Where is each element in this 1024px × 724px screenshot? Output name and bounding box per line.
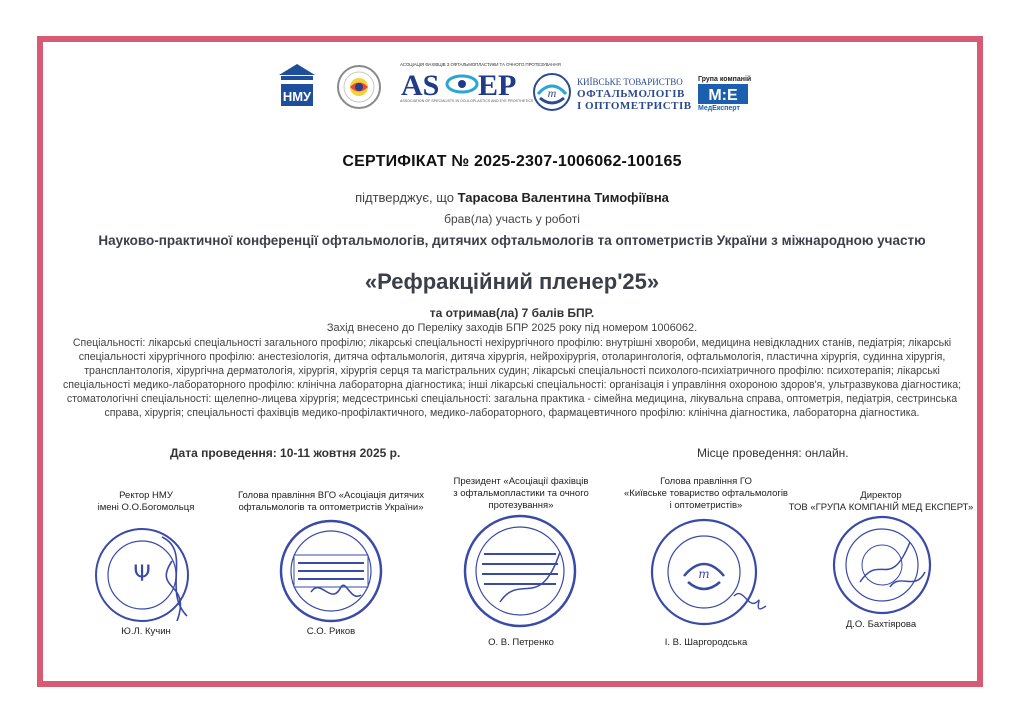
- signer-4-name: І. В. Шаргородська: [664, 637, 748, 648]
- kyiv-society-line2: ОФТАЛЬМОЛОГІВ: [577, 88, 685, 100]
- signer-3-name: О. В. Петренко: [488, 637, 554, 648]
- signer-1-role-line2: імені О.О.Богомольця: [97, 502, 195, 513]
- points-line: та отримав(ла) 7 балів БПР.: [429, 306, 595, 320]
- signer-2-name: С.О. Риков: [306, 626, 356, 637]
- signer-3-role: [441, 476, 601, 512]
- signer-2-stamp: [276, 517, 386, 630]
- event-title: «Рефракційний пленер'25»: [364, 269, 660, 294]
- signer-1-stamp: [92, 521, 204, 634]
- signer-5-role-line2: ТОВ «ГРУПА КОМПАНІЙ МЕД ЕКСПЕРТ»: [788, 502, 974, 513]
- event-date: Дата проведення: 10-11 жовтня 2025 р.: [170, 446, 401, 460]
- confirm-line: [0, 190, 1024, 205]
- certificate-title: СЕРТИФІКАТ № 2025-2307-1006062-100165: [342, 153, 682, 170]
- signer-5-name: Д.О. Бахтіярова: [845, 619, 917, 630]
- kyiv-society-line1: КИЇВСЬКЕ ТОВАРИСТВО: [577, 77, 683, 87]
- signer-1-name: Ю.Л. Кучин: [121, 626, 171, 637]
- specialties-text: Спеціальності: лікарські спеціальності загального профілю; лікарські спеціальності нехірургічного профілю: внутрішні хвороби, медицина невідкладних станів, педіатрія; лікарські спеціальності хірургічного профілю: анестезіологія, дитяча офтальмологія, дитяча хірургія, нейрохірургія, отоларингологія, офтальмологія, пластична хірургія, судинна хірургія, трансплантологія, хірургічна дерматологія, хірургія, хірургія серця та магістральних судин; лікарські спеціальності психолого-психіатричного профілю: психотерапія; лікарські спеціальності медико-лабораторного профілю: клінічна лабораторна діагностика; інші лікарські спеціальності: організація і управління охороною здоров'я, ультразвукова діагностика; стоматологічні спеціальності: щелепно-лицева хірургія; медсестринські спеціальності: загальна практика - сімейна медицина, лікувальна справа, оптометрія, педіатрія, сестринська справа, хірургія; спеціальності фахівців медико-профілактичного, медико-лабораторного, фармацевтичного профілю: клінічна діагностика, лабораторна діагностика.: [62, 337, 962, 419]
- signer-4-role: [611, 476, 801, 512]
- svg-text:AS: AS: [401, 69, 440, 99]
- signer-5-role-line1: Директор: [860, 490, 902, 501]
- logo-row: [0, 62, 1024, 118]
- medexpert-logo: [698, 76, 754, 112]
- recipient-name: Тарасова Валентина Тимофіївна: [457, 190, 669, 205]
- conference-name: Науково-практичної конференції офтальмологів, дитячих офтальмологів та оптометристів України з міжнародною участю: [98, 233, 926, 248]
- svg-text:EP: EP: [478, 69, 517, 99]
- medexpert-brand: МедЕксперт: [698, 105, 740, 112]
- signer-3-stamp: [460, 512, 580, 635]
- signer-3-role-line2: з офтальмопластики та очного: [453, 488, 589, 499]
- asep-subcaption: ASSOCIATION OF SPECIALISTS IN OCULOPLASTICS AND EYE PROSTHETICS: [400, 99, 534, 103]
- signer-1-role-line1: Ректор НМУ: [119, 490, 173, 501]
- asep-caption: АСОЦІАЦІЯ ФАХІВЦІВ З ОФТАЛЬМОПЛАСТИКИ ТА ОЧНОГО ПРОТЕЗУВАННЯ: [400, 62, 561, 67]
- participation-line: брав(ла) участь у роботі: [444, 212, 580, 226]
- signer-5-stamp: [830, 512, 940, 623]
- signer-2-role-line1: Голова правління ВГО «Асоціація дитячих: [237, 490, 425, 501]
- nmu-logo-text: НМУ: [282, 89, 312, 104]
- nmu-logo: [277, 62, 317, 110]
- signer-5-role: [786, 490, 976, 514]
- medexpert-group-label: Група компаній: [698, 76, 752, 83]
- event-place: Місце проведення: онлайн.: [697, 446, 849, 460]
- svg-text:M:E: M:E: [708, 87, 738, 104]
- svg-text:m: m: [547, 86, 557, 100]
- confirm-prefix: підтверджує, що: [355, 190, 455, 205]
- signer-2-role: [226, 490, 436, 514]
- signer-1-role: [66, 490, 226, 514]
- asep-logo: [400, 62, 561, 112]
- signer-3-role-line3: протезування»: [488, 500, 554, 511]
- signer-4-role-line2: «Київське товариство офтальмологів: [624, 488, 788, 499]
- registry-line: Захід внесено до Переліку заходів БПР 2025 року під номером 1006062.: [326, 322, 698, 334]
- signer-4-role-line1: Голова правління ГО: [660, 476, 752, 487]
- signer-4-stamp: [648, 516, 768, 633]
- signer-2-role-line2: офтальмологів та оптометристів України»: [238, 502, 424, 513]
- svg-text:m: m: [698, 567, 710, 581]
- kyiv-society-line3: І ОПТОМЕТРИСТІВ: [577, 100, 692, 112]
- signer-4-role-line3: і оптометристів»: [669, 500, 743, 511]
- signer-3-role-line1: Президент «Асоціації фахівців: [453, 476, 589, 487]
- pediatric-assoc-logo: [336, 64, 382, 110]
- svg-text:Ψ: Ψ: [133, 562, 151, 587]
- kyiv-society-logo: [577, 76, 693, 112]
- kyiv-society-emblem-icon: [532, 72, 572, 112]
